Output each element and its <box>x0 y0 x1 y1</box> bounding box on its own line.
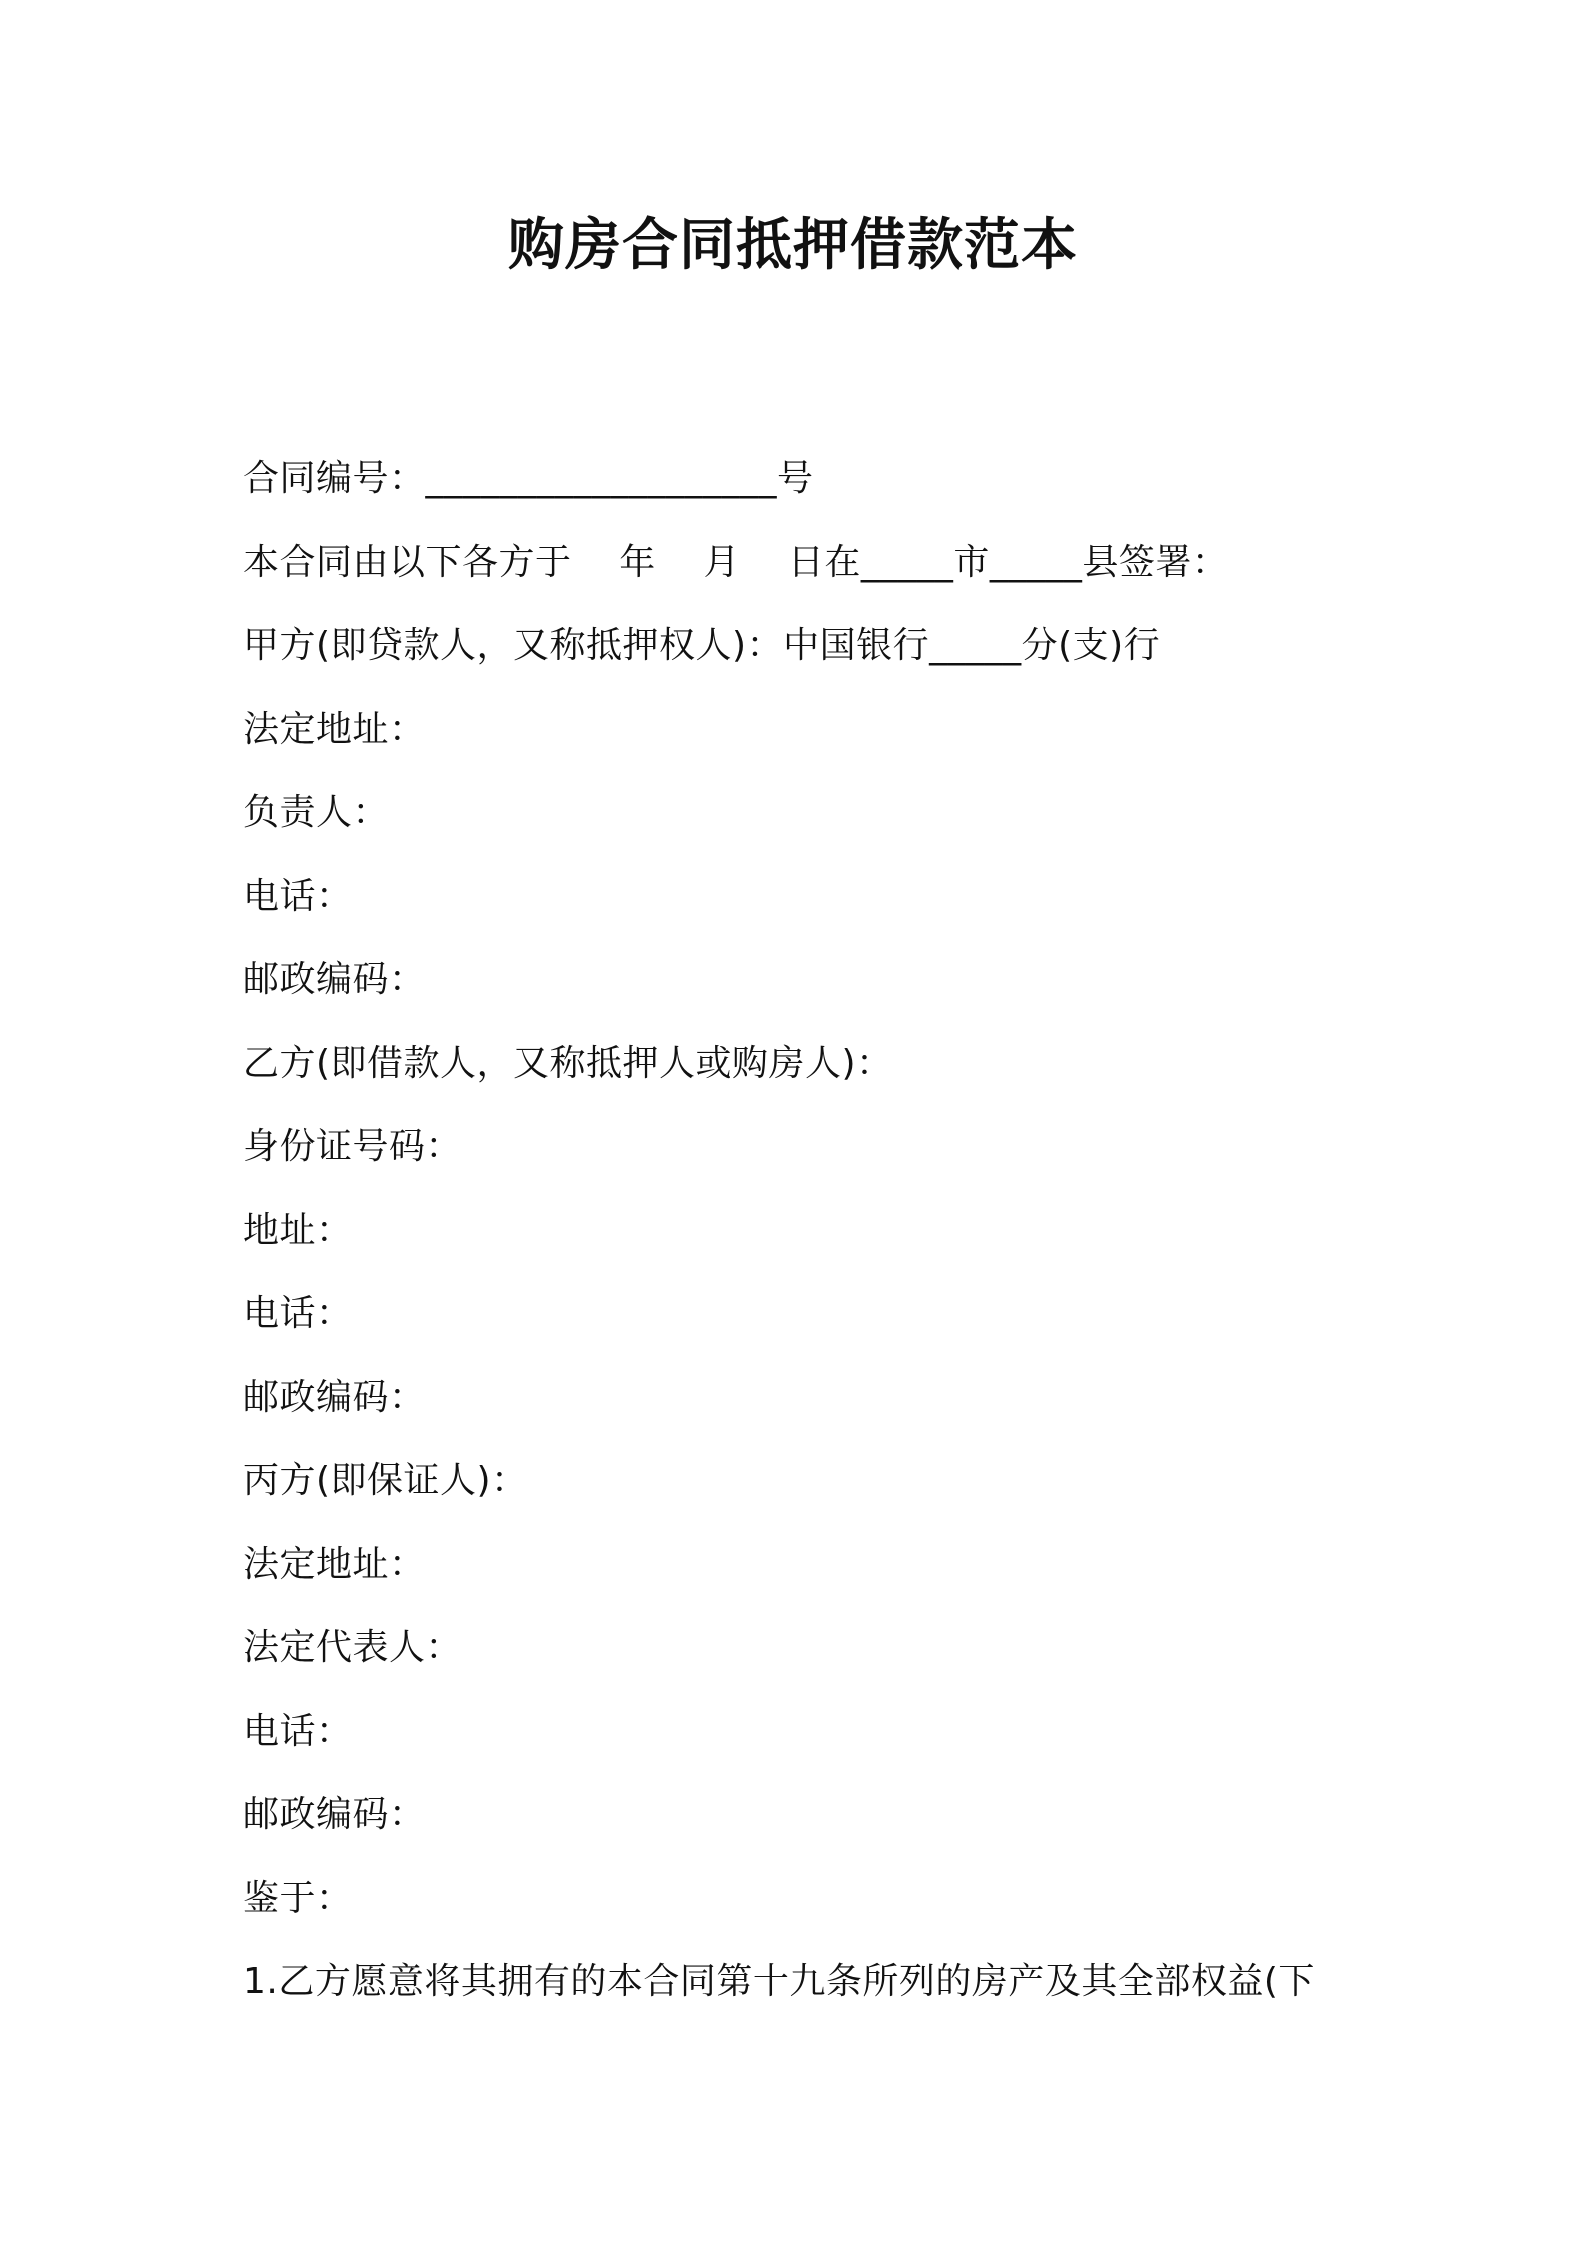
document-body <box>243 446 1403 2033</box>
party-a-principal-line: 负责人： <box>243 792 390 833</box>
party-c-postcode-line: 邮政编码： <box>243 1794 426 1835</box>
party-b-id-number-line: 身份证号码： <box>243 1126 463 1167</box>
party-a-address-line: 法定地址： <box>243 708 426 750</box>
party-c-phone-line: 电话： <box>243 1710 353 1752</box>
party-a-postcode-line: 邮政编码： <box>243 959 426 1000</box>
whereas-heading: 鉴于： <box>243 1877 353 1919</box>
party-c-representative-line: 法定代表人： <box>243 1627 463 1668</box>
party-b-postcode-line: 邮政编码： <box>243 1376 426 1418</box>
party-b-address-line: 地址： <box>243 1209 353 1251</box>
party-a-phone-line: 电话： <box>243 875 353 917</box>
party-b-phone-line: 电话： <box>243 1293 353 1334</box>
contract-number-line: 合同编号：___________________号 <box>243 458 814 499</box>
document-title: 购房合同抵押借款范本 <box>508 213 1078 278</box>
party-c-address-line: 法定地址： <box>243 1543 426 1585</box>
party-b-line: 乙方(即借款人，又称抵押人或购房人)： <box>243 1042 893 1084</box>
signing-date-place-line: 本合同由以下各方于 年 月 日在_____市_____县签署： <box>243 541 1229 583</box>
whereas-clause-1: 1.乙方愿意将其拥有的本合同第十九条所列的房产及其全部权益(下 <box>243 1961 1315 2002</box>
party-c-line: 丙方(即保证人)： <box>243 1460 528 1501</box>
party-a-line: 甲方(即贷款人，又称抵押权人)：中国银行_____分(支)行 <box>243 625 1161 666</box>
